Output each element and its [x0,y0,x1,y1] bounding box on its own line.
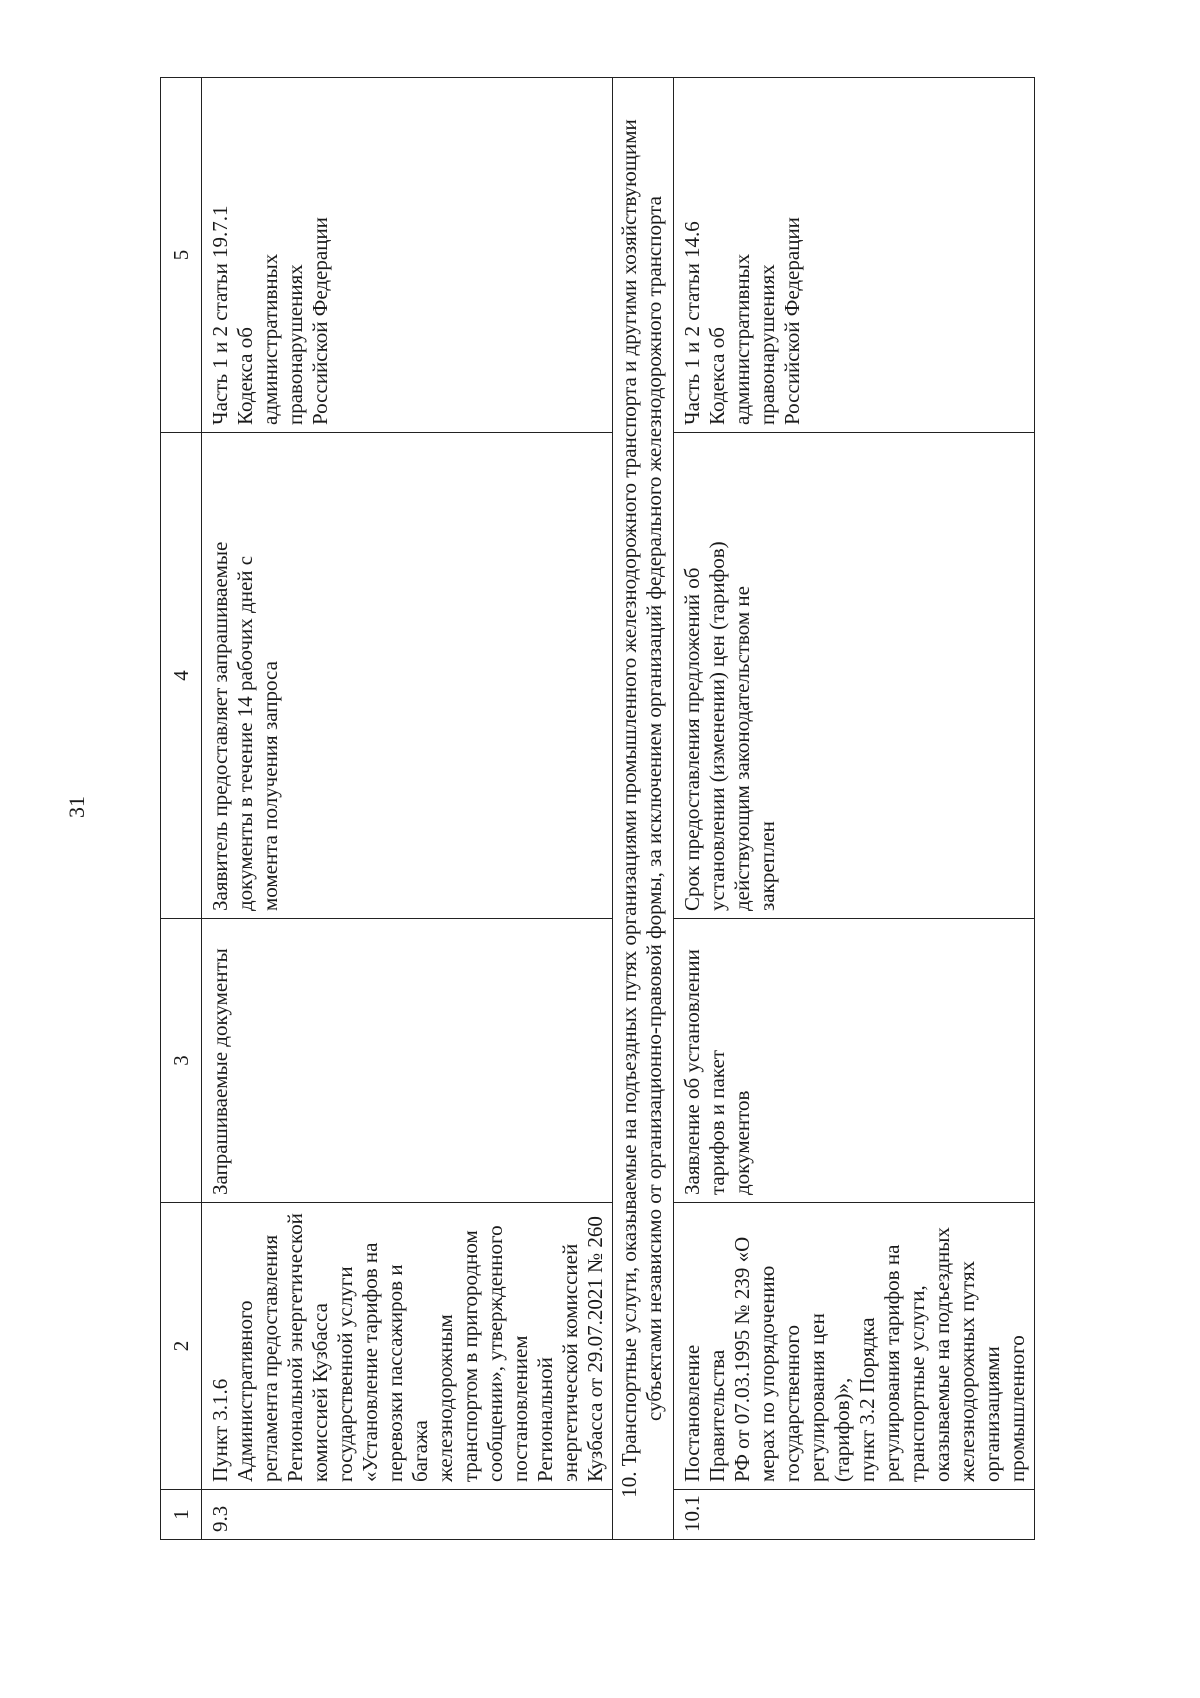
documents-cell: Запрашиваемые документы [202,919,613,1203]
term-cell: Заявитель предоставляет запрашиваемые документы в течение 14 рабочих дней с момента получения запроса [202,433,613,919]
liability-cell: Часть 1 и 2 статьи 14.6 Кодекса об административных правонарушениях Российской Федерации [674,78,1035,433]
data-table [160,77,1035,1540]
section-row-10 [613,78,674,1540]
liability-cell: Часть 1 и 2 статьи 19.7.1 Кодекса об административных правонарушениях Российской Федерации [202,78,613,433]
term-cell: Срок предоставления предложений об установлении (изменении) цен (тарифов) действующим законодательством не закреплен [674,433,1035,919]
table-row-9-3 [202,78,613,1540]
header-cell-5: 5 [161,78,202,433]
header-cell-3: 3 [161,919,202,1203]
row-number: 10.1 [674,1490,1035,1540]
header-cell-4: 4 [161,433,202,919]
header-row [161,78,202,1540]
legal-basis-cell: Пункт 3.1.6 Административного регламента предоставления Региональной энергетической комиссией Кузбасса государственной услуги «Установление тарифов на перевозки пассажиров и багажа железнодорожным транспортом в пригородном сообщении», утвержденного постановлением Региональной энергетической комиссией Кузбасса от 29.07.2021 № 260 [202,1203,613,1490]
header-cell-2: 2 [161,1203,202,1490]
header-cell-1: 1 [161,1490,202,1540]
table-row-10-1 [674,78,1035,1540]
row-number: 9.3 [202,1490,613,1540]
legal-basis-cell: Постановление Правительства РФ от 07.03.1995 № 239 «О мерах по упорядочению государственного регулирования цен (тарифов)», пункт 3.2 Порядка регулирования тарифов на транспортные услуги, оказываемые на подъездных железнодорожных путях организациями промышленного [674,1203,1035,1490]
rotated-table-wrapper [160,78,1060,1540]
section-heading: 10. Транспортные услуги, оказываемые на подъездных путях организациями промышленного железнодорожного транспорта и другими хозяйствующими субъектами независимо от организационно-правовой формы, за исключением организаций федерального железнодорожного транспорта [613,78,674,1540]
page-number: 31 [64,796,89,818]
documents-cell: Заявление об установлении тарифов и пакет документов [674,919,1035,1203]
